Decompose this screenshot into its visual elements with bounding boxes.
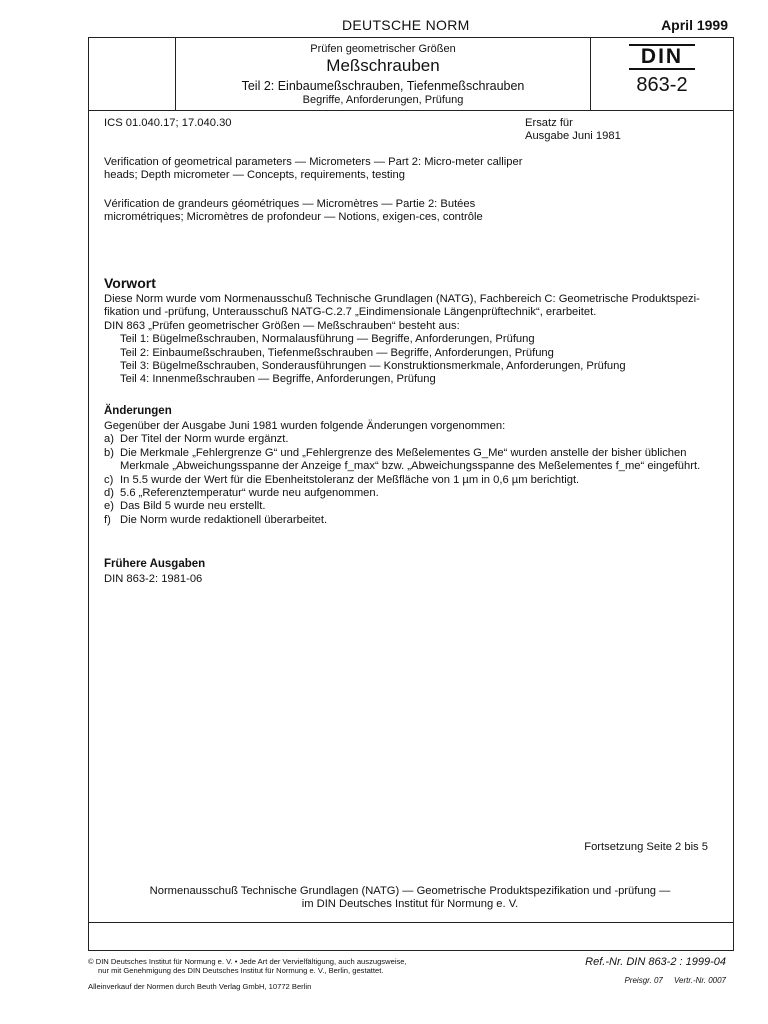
title-block-center bbox=[176, 38, 590, 110]
list-item: e) Das Bild 5 wurde neu erstellt. bbox=[104, 500, 266, 513]
din-block bbox=[590, 38, 733, 110]
list-item: f) Die Norm wurde redaktionell überarbeitet. bbox=[104, 513, 328, 526]
ersatz-label: Ersatz für bbox=[525, 117, 573, 129]
copyright-notice bbox=[88, 957, 508, 975]
committee-line-2: im DIN Deutsches Institut für Normung e. V. bbox=[301, 898, 519, 911]
fruehere-ausgaben-heading: Frühere Ausgaben bbox=[104, 558, 206, 570]
aenderungen-section bbox=[104, 420, 716, 527]
vertriebs-number: Vertr.-Nr. 0007 bbox=[673, 976, 726, 985]
english-title: Verification of geometrical parameters — Micrometers — Part 2: Micro-meter calliper heads; Depth micrometer — Concepts, requirements, testing bbox=[104, 156, 523, 182]
parts-list bbox=[104, 333, 716, 387]
top-line bbox=[88, 10, 728, 36]
document-title: Meßschrauben bbox=[326, 56, 440, 75]
price-group: Preisgr. 07 bbox=[624, 976, 663, 985]
issue-date: April 1999 bbox=[661, 17, 728, 33]
list-item: d) 5.6 „Referenztemperatur“ wurde neu aufgenommen. bbox=[104, 487, 379, 500]
aenderungen-intro: Gegenüber der Ausgabe Juni 1981 wurden folgende Änderungen vorgenommen: bbox=[104, 420, 506, 432]
list-item: Teil 1: Bügelmeßschrauben, Normalausführung — Begriffe, Anforderungen, Prüfung bbox=[120, 333, 535, 346]
reference-number: Ref.-Nr. DIN 863-2 : 1999-04 bbox=[585, 956, 726, 968]
vorwort-section bbox=[104, 293, 716, 387]
list-item: a) Der Titel der Norm wurde ergänzt. bbox=[104, 433, 289, 446]
french-title: Vérification de grandeurs géométriques — Micromètres — Partie 2: Butées micrométriques; Micromètres de profondeur — Notions, exigen-ces, contrôle bbox=[104, 198, 483, 224]
copyright-line-2: nur mit Genehmigung des DIN Deutsches Institut für Normung e. V., Berlin, gestattet. bbox=[98, 966, 384, 975]
title-block-left-cell bbox=[89, 38, 176, 110]
vorwort-parts-intro: DIN 863 „Prüfen geometrischer Größen — Meßschrauben“ besteht aus: bbox=[104, 319, 460, 332]
committee-statement bbox=[104, 885, 716, 912]
subtitle: Begriffe, Anforderungen, Prüfung bbox=[302, 94, 464, 106]
continuation-note: Fortsetzung Seite 2 bis 5 bbox=[584, 841, 708, 853]
category: Prüfen geometrischer Größen bbox=[310, 43, 456, 55]
aenderungen-heading: Änderungen bbox=[104, 405, 172, 417]
list-item: Teil 4: Innenmeßschrauben — Begriffe, Anforderungen, Prüfung bbox=[120, 373, 436, 386]
list-item: Teil 2: Einbaumeßschrauben, Tiefenmeßschrauben — Begriffe, Anforderungen, Prüfung bbox=[120, 346, 554, 359]
din-logo: DIN bbox=[629, 44, 695, 70]
din-number: 863-2 bbox=[636, 74, 688, 96]
price-info bbox=[624, 976, 726, 985]
list-item: b) Die Merkmale „Fehlergrenze G“ und „Fehlergrenze des Meßelementes G_Me“ wurden anstelle der bisher üblichen Merkmale „Abweichungsspanne der Anzeige f_max“ bzw. „Abweichungsspanne des Meßelementes f_me“ eingeführt. bbox=[104, 446, 701, 473]
standard-type: DEUTSCHE NORM bbox=[342, 17, 470, 33]
ics-codes: ICS 01.040.17; 17.040.30 bbox=[104, 117, 232, 129]
vorwort-paragraph: Diese Norm wurde vom Normenausschuß Technische Grundlagen (NATG), Fachbereich C: Geometrische Produktspezi-fikation und -prüfung, Unterausschuß NATG-C.2.7 „Eindimensionale Längenprüftechnik“, erarbeitet. bbox=[104, 293, 700, 319]
part-title: Teil 2: Einbaumeßschrauben, Tiefenmeßschrauben bbox=[241, 79, 525, 93]
footer-divider bbox=[88, 922, 734, 923]
copyright-line-1: © DIN Deutsches Institut für Normung e. V. • Jede Art der Vervielfältigung, auch auszugsweise, bbox=[88, 957, 407, 966]
ersatz-edition: Ausgabe Juni 1981 bbox=[525, 130, 621, 143]
vorwort-heading: Vorwort bbox=[104, 275, 156, 291]
fruehere-ausgaben-text: DIN 863-2: 1981-06 bbox=[104, 573, 203, 585]
title-block bbox=[88, 37, 734, 111]
ersatz-info bbox=[525, 117, 621, 144]
list-item: Teil 3: Bügelmeßschrauben, Sonderausführungen — Konstruktionsmerkmale, Anforderungen, Prüfung bbox=[120, 360, 626, 373]
committee-line-1: Normenausschuß Technische Grundlagen (NATG) — Geometrische Produktspezifikation und -prüfung — bbox=[149, 885, 671, 897]
list-item: c) In 5.5 wurde der Wert für die Ebenheitstoleranz der Meßfläche von 1 µm in 0,6 µm berichtigt. bbox=[104, 473, 580, 486]
sales-notice: Alleinverkauf der Normen durch Beuth Verlag GmbH, 10772 Berlin bbox=[88, 982, 312, 991]
